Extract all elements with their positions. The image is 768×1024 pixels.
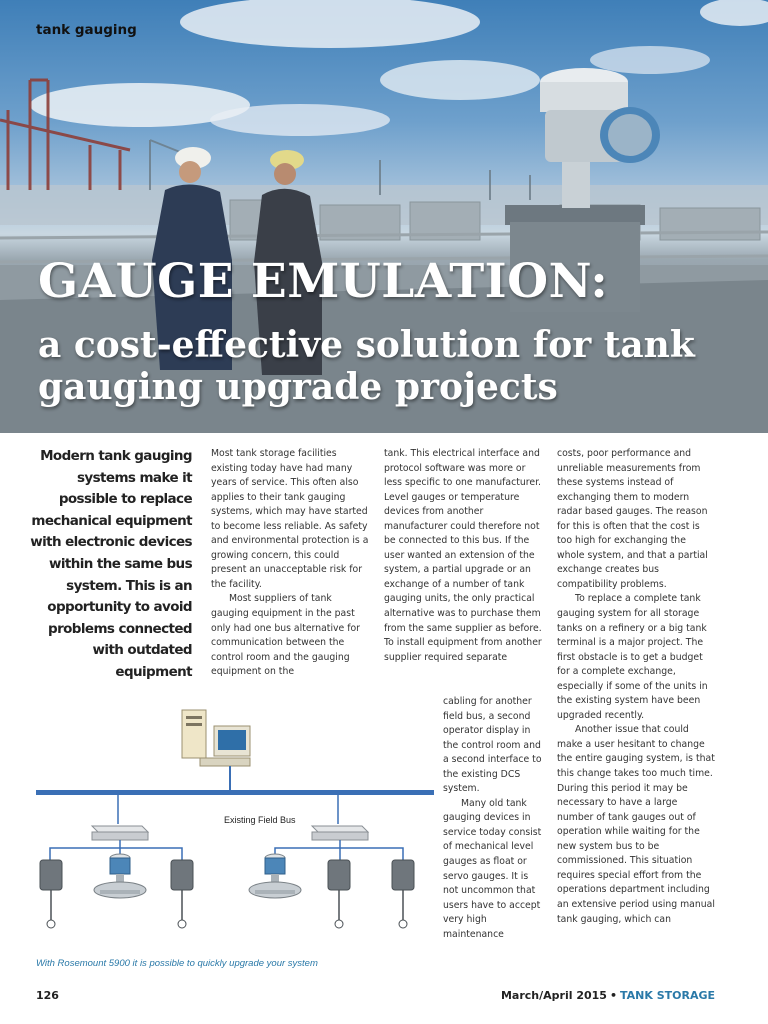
servo-gauge-icon bbox=[392, 860, 414, 928]
article-column-3 bbox=[557, 447, 715, 927]
paragraph: costs, poor performance and unreliable measurements from these systems instead of exchanging them to modern radar based gauges. The reason for this is often that the cost is too high for exchanging the whole system, and that a partial exchange creates bus compatibility problems. bbox=[557, 448, 708, 590]
article-column-2-narrow bbox=[443, 695, 543, 942]
bus-interface-unit-icon bbox=[312, 826, 368, 840]
paragraph: Many old tank gauging devices in service today consist of mechanical level gauges as float or servo gauges. It is not uncommon that users have to accept very high maintenance bbox=[443, 797, 542, 940]
footer-issue bbox=[501, 989, 715, 1002]
paragraph: To replace a complete tank gauging system for all storage tanks on a refinery or a big tank terminal is a major project. The first obstacle is to get a budget for a complete exchange, especially if some of the units in the existing system have been upgraded recently. bbox=[557, 593, 708, 721]
system-diagram bbox=[30, 700, 440, 960]
field-bus-label: Existing Field Bus bbox=[224, 815, 296, 825]
hero-image bbox=[0, 0, 768, 433]
page-number: 126 bbox=[36, 989, 59, 1002]
section-tag: tank gauging bbox=[36, 22, 137, 38]
paragraph: During this period it may be necessary to have a large number of tank gauges out of operation while waiting for the new system bus to be commissioned. This situation requires special effort from the operations department including an extensive period using manual tank gauging, which can bbox=[557, 782, 715, 925]
footer-bullet: • bbox=[609, 989, 617, 1002]
servo-gauge-icon bbox=[171, 860, 193, 928]
paragraph: tank. This electrical interface and protocol software was more or less specific to one manufacturer. Level gauges or temperature devices from another manufacturer could therefore not be connected to this bus. If the user wanted an extension of the system, a partial upgrade or an exchange of a number of tank gauging units, the only practical alternative was to purchase them from the same supplier as before. To install equipment from another supplier required separate bbox=[384, 448, 542, 663]
computer-icon bbox=[182, 710, 250, 766]
figure-caption: With Rosemount 5900 it is possible to quickly upgrade your system bbox=[36, 958, 318, 969]
paragraph: cabling for another field bus, a second operator display in the control room and a second interface to the existing DCS system. bbox=[443, 696, 542, 795]
radar-gauge-icon bbox=[94, 854, 146, 898]
headline: GAUGE EMULATION: bbox=[38, 254, 609, 309]
paragraph: Most suppliers of tank gauging equipment in the past only had one bus alternative for communication between the control room and the gauging equipment on the bbox=[211, 593, 360, 678]
servo-gauge-icon bbox=[328, 860, 350, 928]
field-bus-line bbox=[36, 790, 434, 795]
article-column-1 bbox=[211, 447, 369, 680]
article-column-2 bbox=[384, 447, 542, 665]
paragraph: Another issue that could make a user hesitant to change the entire gauging system, is that this change takes too much time. bbox=[557, 724, 715, 780]
subhead: a cost-effective solution for tank gauging upgrade projects bbox=[38, 324, 695, 408]
issue-date: March/April 2015 bbox=[500, 989, 607, 1002]
magazine-name: TANK STORAGE bbox=[619, 989, 715, 1002]
servo-gauge-icon bbox=[40, 860, 62, 928]
intro-standfirst: Modern tank gauging systems make it possible to replace mechanical equipment with electronic devices within the same bus system. This is an opportunity to avoid problems connected with outdated equipment bbox=[30, 448, 192, 680]
bus-interface-unit-icon bbox=[92, 826, 148, 840]
radar-gauge-icon bbox=[249, 854, 301, 898]
paragraph: Most tank storage facilities existing today have had many years of service. This often also applies to their tank gauging systems, which may have started to become less reliable. As safety and environmental protection is a growing concern, this could present an unacceptable risk for the facility. bbox=[211, 448, 369, 590]
